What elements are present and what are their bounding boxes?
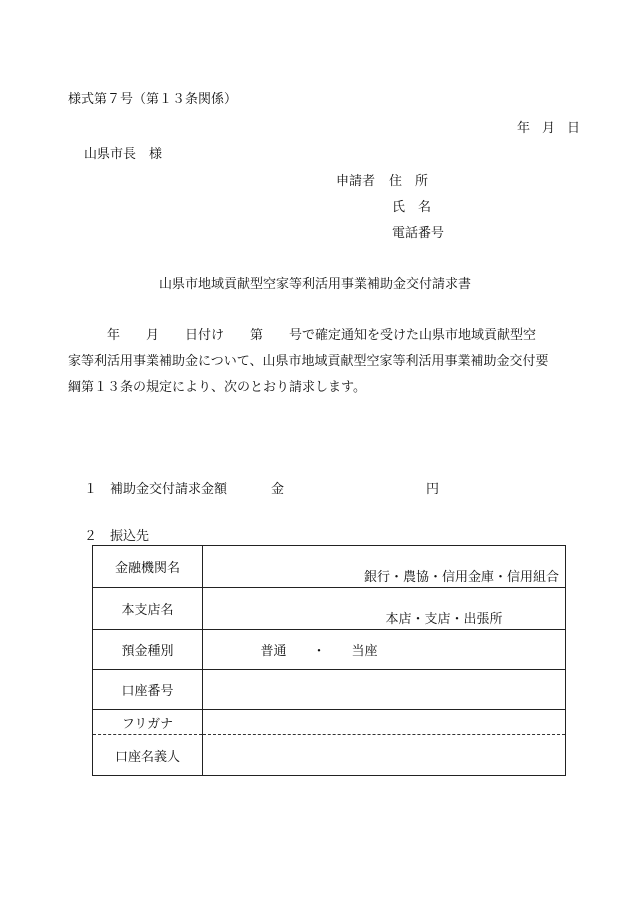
date-line — [517, 117, 580, 136]
deposit-type-label: 預金種別 — [93, 630, 203, 670]
furigana-value — [203, 710, 566, 735]
form-number: 様式第７号（第１３条関係） — [68, 92, 238, 107]
request-amount-label: １ 補助金交付請求金額 — [84, 482, 228, 497]
branch-label: 本支店名 — [93, 588, 203, 630]
date-month-label: 月 — [542, 121, 556, 136]
account-number-value — [203, 670, 566, 710]
account-holder-label: 口座名義人 — [93, 735, 203, 776]
date-year-label: 年 — [517, 121, 531, 136]
date-day-label: 日 — [567, 121, 581, 136]
transfer-destination-label: ２ 振込先 — [84, 529, 150, 544]
branch-options — [203, 588, 566, 630]
deposit-type-options — [203, 630, 566, 670]
applicant-label: 申請者 — [336, 174, 376, 189]
deposit-type-options-text: 普通 ・ 当座 — [260, 644, 378, 659]
account-holder-row — [93, 735, 566, 776]
paragraph-line-1: 年 月 日付け 第 号で確定通知を受けた山県市地域貢献型空 — [68, 328, 537, 343]
institution-options: 銀行・農協・信用金庫・信用組合 — [203, 546, 566, 588]
branch-options-text: 本店・支店・出張所 — [385, 612, 503, 627]
addressee: 山県市長 様 — [84, 147, 163, 162]
request-paragraph — [68, 323, 588, 401]
request-amount-row — [84, 478, 439, 497]
phone-label: 電話番号 — [392, 226, 445, 241]
paragraph-line-2: 家等利活用事業補助金について、山県市地域貢献型空家等利活用事業補助金交付要 — [68, 354, 549, 369]
account-number-label: 口座番号 — [93, 670, 203, 710]
institution-label: 金融機関名 — [93, 546, 203, 588]
institution-row — [93, 546, 566, 588]
amount-suffix: 円 — [426, 482, 440, 497]
applicant-block — [336, 169, 444, 247]
account-holder-value — [203, 735, 566, 776]
account-number-row — [93, 670, 566, 710]
amount-prefix: 金 — [271, 482, 285, 497]
deposit-type-row — [93, 630, 566, 670]
document-title: 山県市地域貢献型空家等利活用事業補助金交付請求書 — [158, 277, 471, 292]
paragraph-line-3: 綱第１３条の規定により、次のとおり請求します。 — [68, 380, 366, 395]
branch-row — [93, 588, 566, 630]
name-label: 氏 名 — [392, 200, 432, 215]
bank-account-table — [92, 545, 566, 776]
furigana-label: フリガナ — [93, 710, 203, 735]
furigana-row — [93, 710, 566, 735]
address-label: 住 所 — [389, 174, 429, 189]
